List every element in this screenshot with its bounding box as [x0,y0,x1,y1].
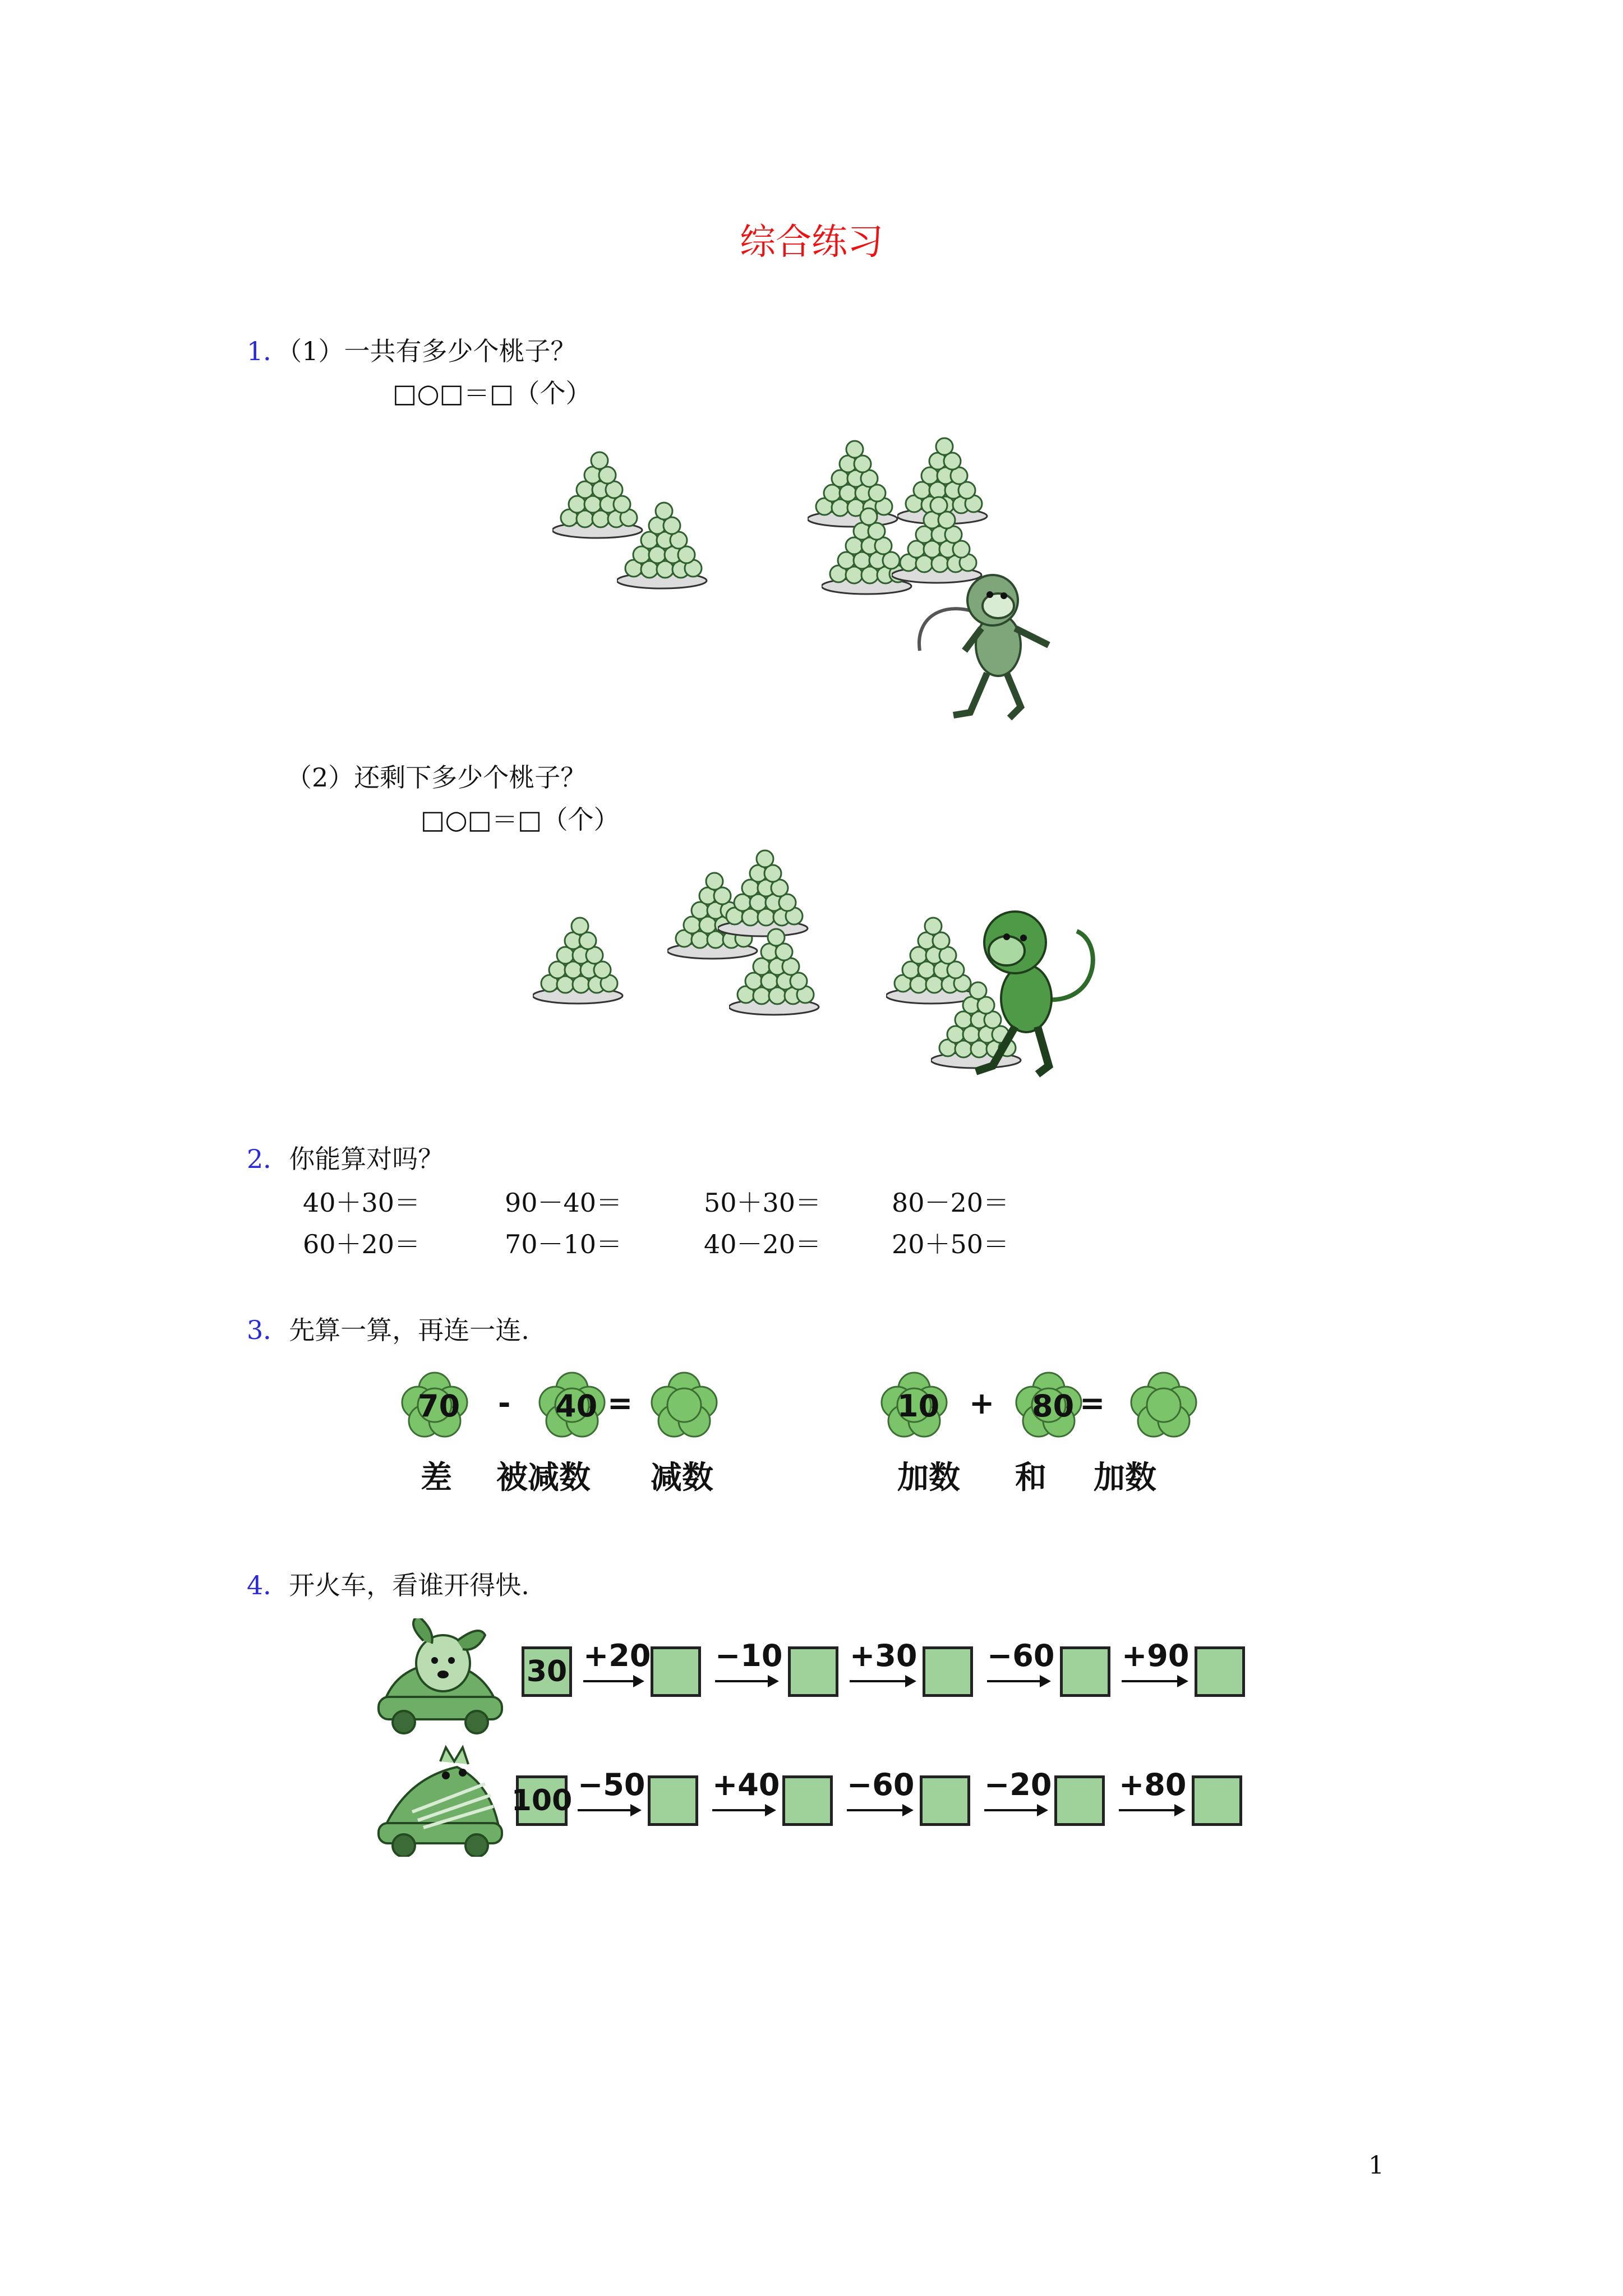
train-1-operation: −10 [715,1638,783,1673]
question-3-number: 3． [247,1315,289,1345]
arrow-icon [712,1809,774,1811]
question-2-header [247,1139,444,1176]
train-2-operation: +40 [712,1767,780,1802]
answer-box[interactable] [788,1646,838,1697]
arrow-icon [1119,1809,1183,1811]
answer-box[interactable] [1054,1775,1105,1826]
question-1-part2-equation: □○□＝□（个） [421,804,620,835]
arrow-icon [1122,1680,1186,1682]
peach-pile-image [729,923,824,1018]
calc-item: 60＋20＝ [303,1229,421,1259]
answer-box[interactable] [920,1775,970,1826]
question-1-part1-text: （1）一共有多少个桃子？ [289,336,577,366]
answer-box[interactable] [1060,1646,1110,1697]
arrow-icon [583,1680,642,1682]
calc-item: 20＋50＝ [892,1229,1009,1259]
train-2-operation: +80 [1119,1767,1187,1802]
question-4-number: 4． [247,1570,289,1600]
operator-sign: + [969,1386,995,1421]
train-1-start-box: 30 [522,1646,572,1697]
peach-pile-image [617,496,712,592]
page-number: 1 [1368,2151,1384,2180]
term-label: 被减数 [496,1459,591,1496]
term-label: 和 [1015,1459,1046,1496]
flower-number: 40 [555,1388,598,1424]
arrow-icon [984,1809,1046,1811]
question-1-part2-text: （2）还剩下多少个桃子？ [286,762,587,793]
train-1-operation: +20 [583,1638,651,1673]
dog-car-image [373,1618,508,1736]
answer-box[interactable] [1192,1775,1242,1826]
question-3-text: 先算一算，再连一连. [289,1315,529,1345]
question-1-part1 [247,331,577,368]
question-3-header [247,1310,529,1347]
calc-item: 80－20＝ [892,1188,1009,1218]
train-1-operation: −60 [987,1638,1055,1673]
term-label: 加数 [1094,1459,1156,1496]
blank-flower-shape [651,1372,723,1444]
question-4-text: 开火车，看谁开得快. [289,1570,529,1600]
arrow-icon [715,1680,777,1682]
page-title: 综合练习 [740,222,883,263]
question-4-header [247,1565,529,1602]
operator-sign: - [498,1386,511,1421]
cat-car-image [373,1745,508,1857]
calc-item: 90－40＝ [505,1188,623,1218]
flower-number: 80 [1032,1388,1075,1424]
blank-flower-shape [1130,1372,1203,1444]
calc-item: 50＋30＝ [704,1188,822,1218]
arrow-icon [987,1680,1049,1682]
calc-item: 40＋30＝ [303,1188,421,1218]
answer-box[interactable] [648,1775,698,1826]
equals-sign: = [1080,1386,1105,1421]
train-1-operation: +90 [1122,1638,1189,1673]
train-2-operation: −60 [847,1767,915,1802]
flower-number: 10 [897,1388,940,1424]
term-label: 差 [421,1459,452,1496]
train-2-operation: −50 [578,1767,645,1802]
arrow-icon [847,1809,911,1811]
question-1-part1-equation: □○□＝□（个） [393,378,592,408]
arrow-icon [850,1680,914,1682]
calc-item: 70－10＝ [505,1229,623,1259]
term-label: 加数 [897,1459,960,1496]
train-2-start-box: 100 [516,1775,568,1826]
question-2-number: 2． [247,1144,289,1174]
answer-box[interactable] [782,1775,833,1826]
calc-item: 40－20＝ [704,1229,822,1259]
monkey-image [953,898,1110,1083]
equals-sign: = [607,1386,633,1421]
question-1-number: 1． [247,336,289,366]
train-1-operation: +30 [850,1638,917,1673]
answer-box[interactable] [1195,1646,1245,1697]
monkey-image [909,561,1066,729]
answer-box[interactable] [651,1646,701,1697]
flower-number: 70 [418,1388,460,1424]
train-2-operation: −20 [984,1767,1052,1802]
arrow-icon [578,1809,639,1811]
peach-pile-image [533,912,628,1007]
answer-box[interactable] [923,1646,973,1697]
question-2-text: 你能算对吗？ [289,1144,444,1174]
term-label: 减数 [651,1459,713,1496]
